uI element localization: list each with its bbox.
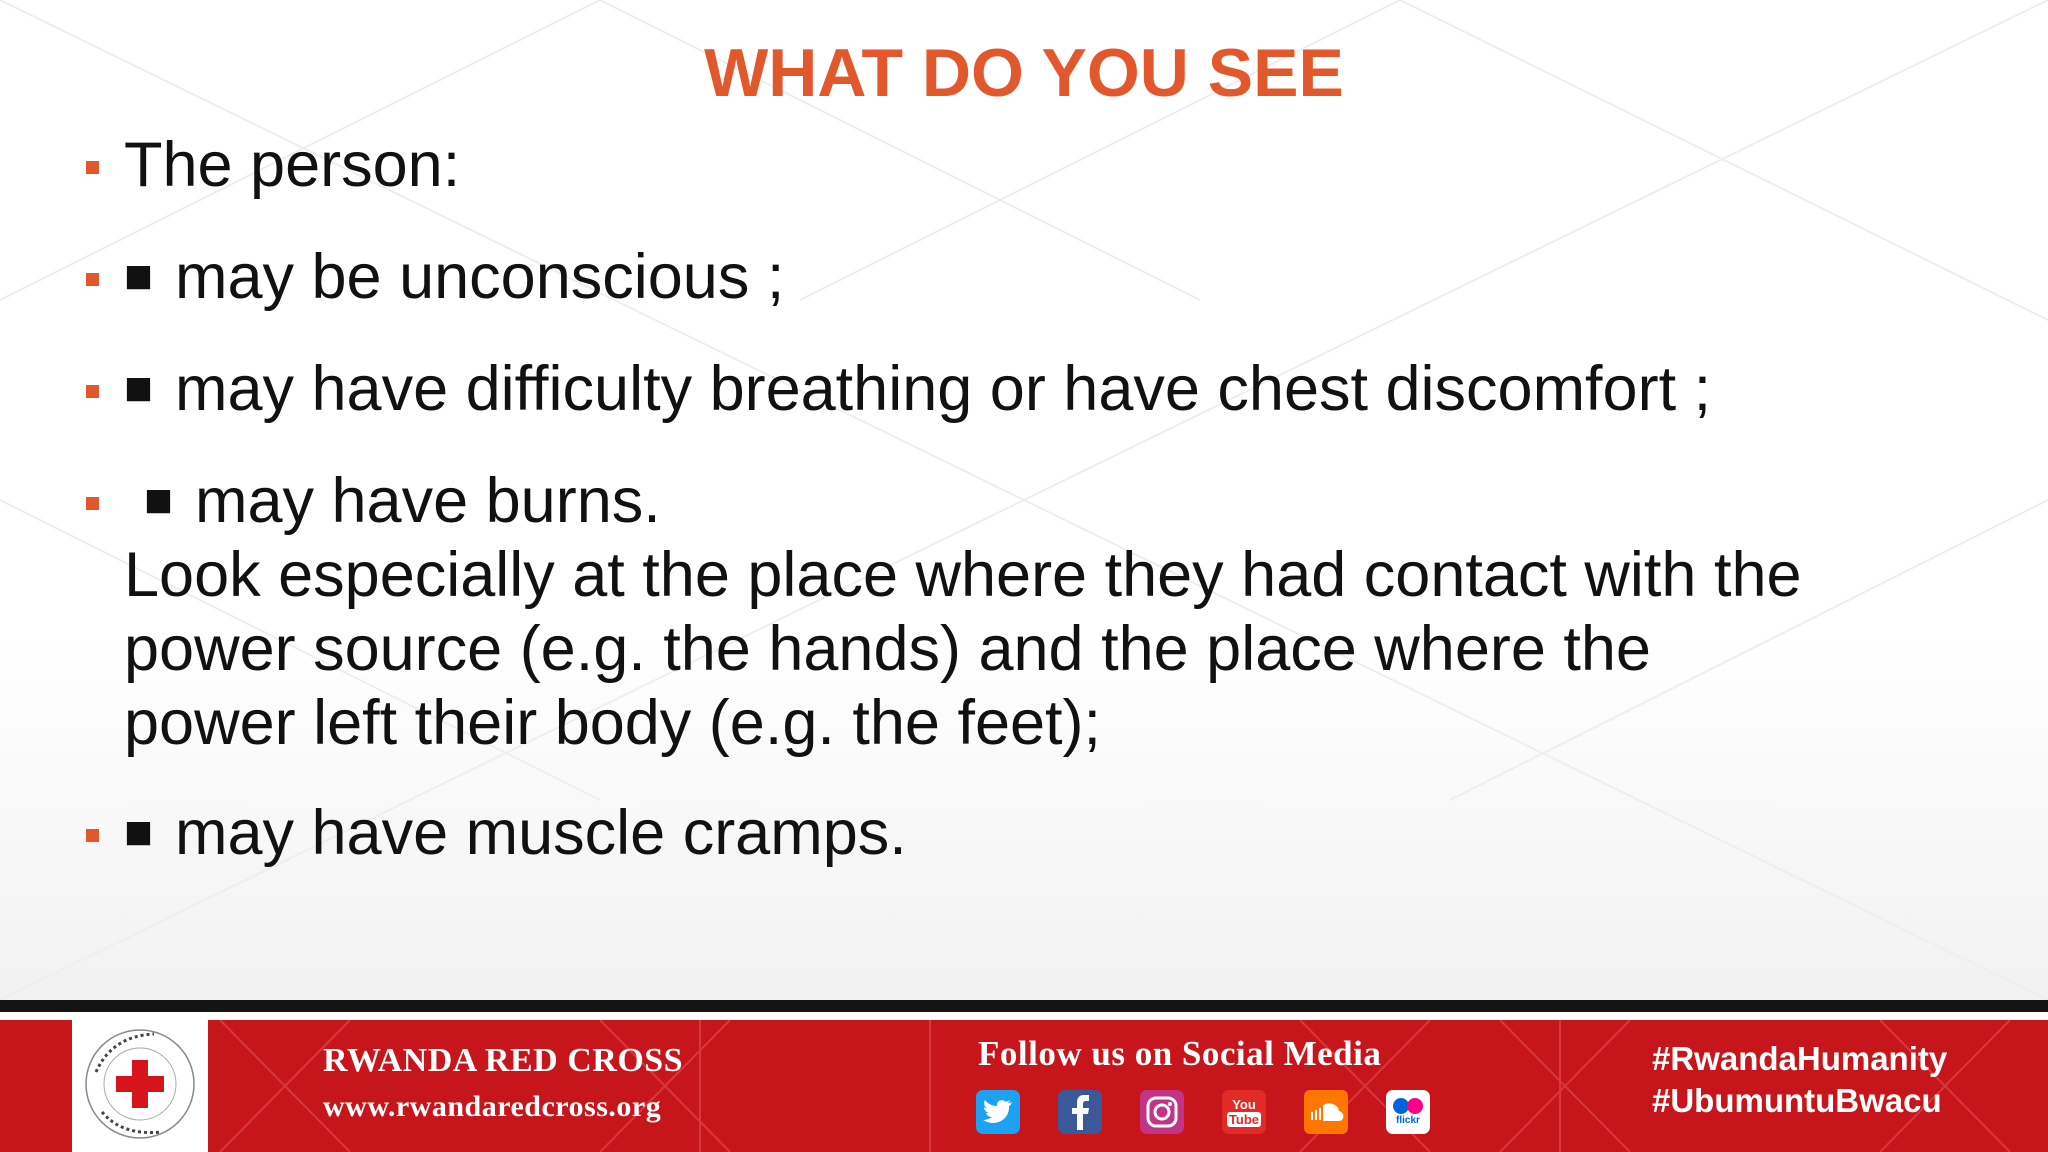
bullet-marker	[86, 273, 99, 286]
bullet-continuation-line: Look especially at the place where they had contact with the	[124, 540, 1802, 610]
hashtag-rwanda-humanity[interactable]: #RwandaHumanity	[1652, 1040, 1948, 1077]
youtube-icon[interactable]: You Tube	[1222, 1090, 1266, 1134]
bullet-text	[124, 240, 784, 314]
bullet-marker	[86, 497, 99, 510]
organization-block	[323, 1042, 683, 1124]
instagram-icon[interactable]	[1140, 1090, 1184, 1134]
bullet-text: The person:	[124, 130, 461, 200]
bullet-text	[124, 796, 907, 870]
footer-divider	[0, 1000, 2048, 1012]
hashtag-ubumuntu-bwacu[interactable]: #UbumuntuBwacu	[1652, 1082, 1942, 1119]
bullet-marker	[86, 385, 99, 398]
square-glyph: ■	[124, 806, 153, 859]
organization-website-link[interactable]: www.rwandaredcross.org	[323, 1090, 662, 1123]
bullet-marker	[86, 161, 99, 174]
footer-divider-gap	[0, 1012, 2048, 1020]
twitter-icon[interactable]	[976, 1090, 1020, 1134]
footer-banner	[0, 1020, 2048, 1152]
hashtags	[1652, 1038, 1947, 1122]
follow-us-label: Follow us on Social Media	[978, 1034, 1382, 1073]
square-glyph: ■	[144, 474, 173, 527]
bullet-label: may have burns.	[195, 466, 661, 536]
square-glyph: ■	[124, 362, 153, 415]
bullet-text	[144, 464, 661, 538]
square-glyph: ■	[124, 250, 153, 303]
red-cross-logo[interactable]	[72, 1020, 208, 1152]
bullet-text	[124, 352, 1711, 426]
facebook-icon[interactable]	[1058, 1090, 1102, 1134]
social-media-icons	[976, 1090, 1446, 1138]
bullet-continuation-line: power source (e.g. the hands) and the place where the	[124, 614, 1651, 684]
flickr-icon[interactable]: flickr	[1386, 1090, 1430, 1134]
organization-name: RWANDA RED CROSS	[323, 1042, 684, 1079]
bullet-label: may have difficulty breathing or have chest discomfort ;	[175, 354, 1712, 424]
bullet-label: may have muscle cramps.	[175, 798, 907, 868]
bullet-continuation-line: power left their body (e.g. the feet);	[124, 688, 1102, 758]
bullet-marker	[86, 829, 99, 842]
bullet-label: may be unconscious ;	[175, 242, 785, 312]
slide-title: WHAT DO YOU SEE	[704, 35, 1344, 111]
soundcloud-icon[interactable]	[1304, 1090, 1348, 1134]
red-cross-emblem-icon	[82, 1026, 198, 1142]
